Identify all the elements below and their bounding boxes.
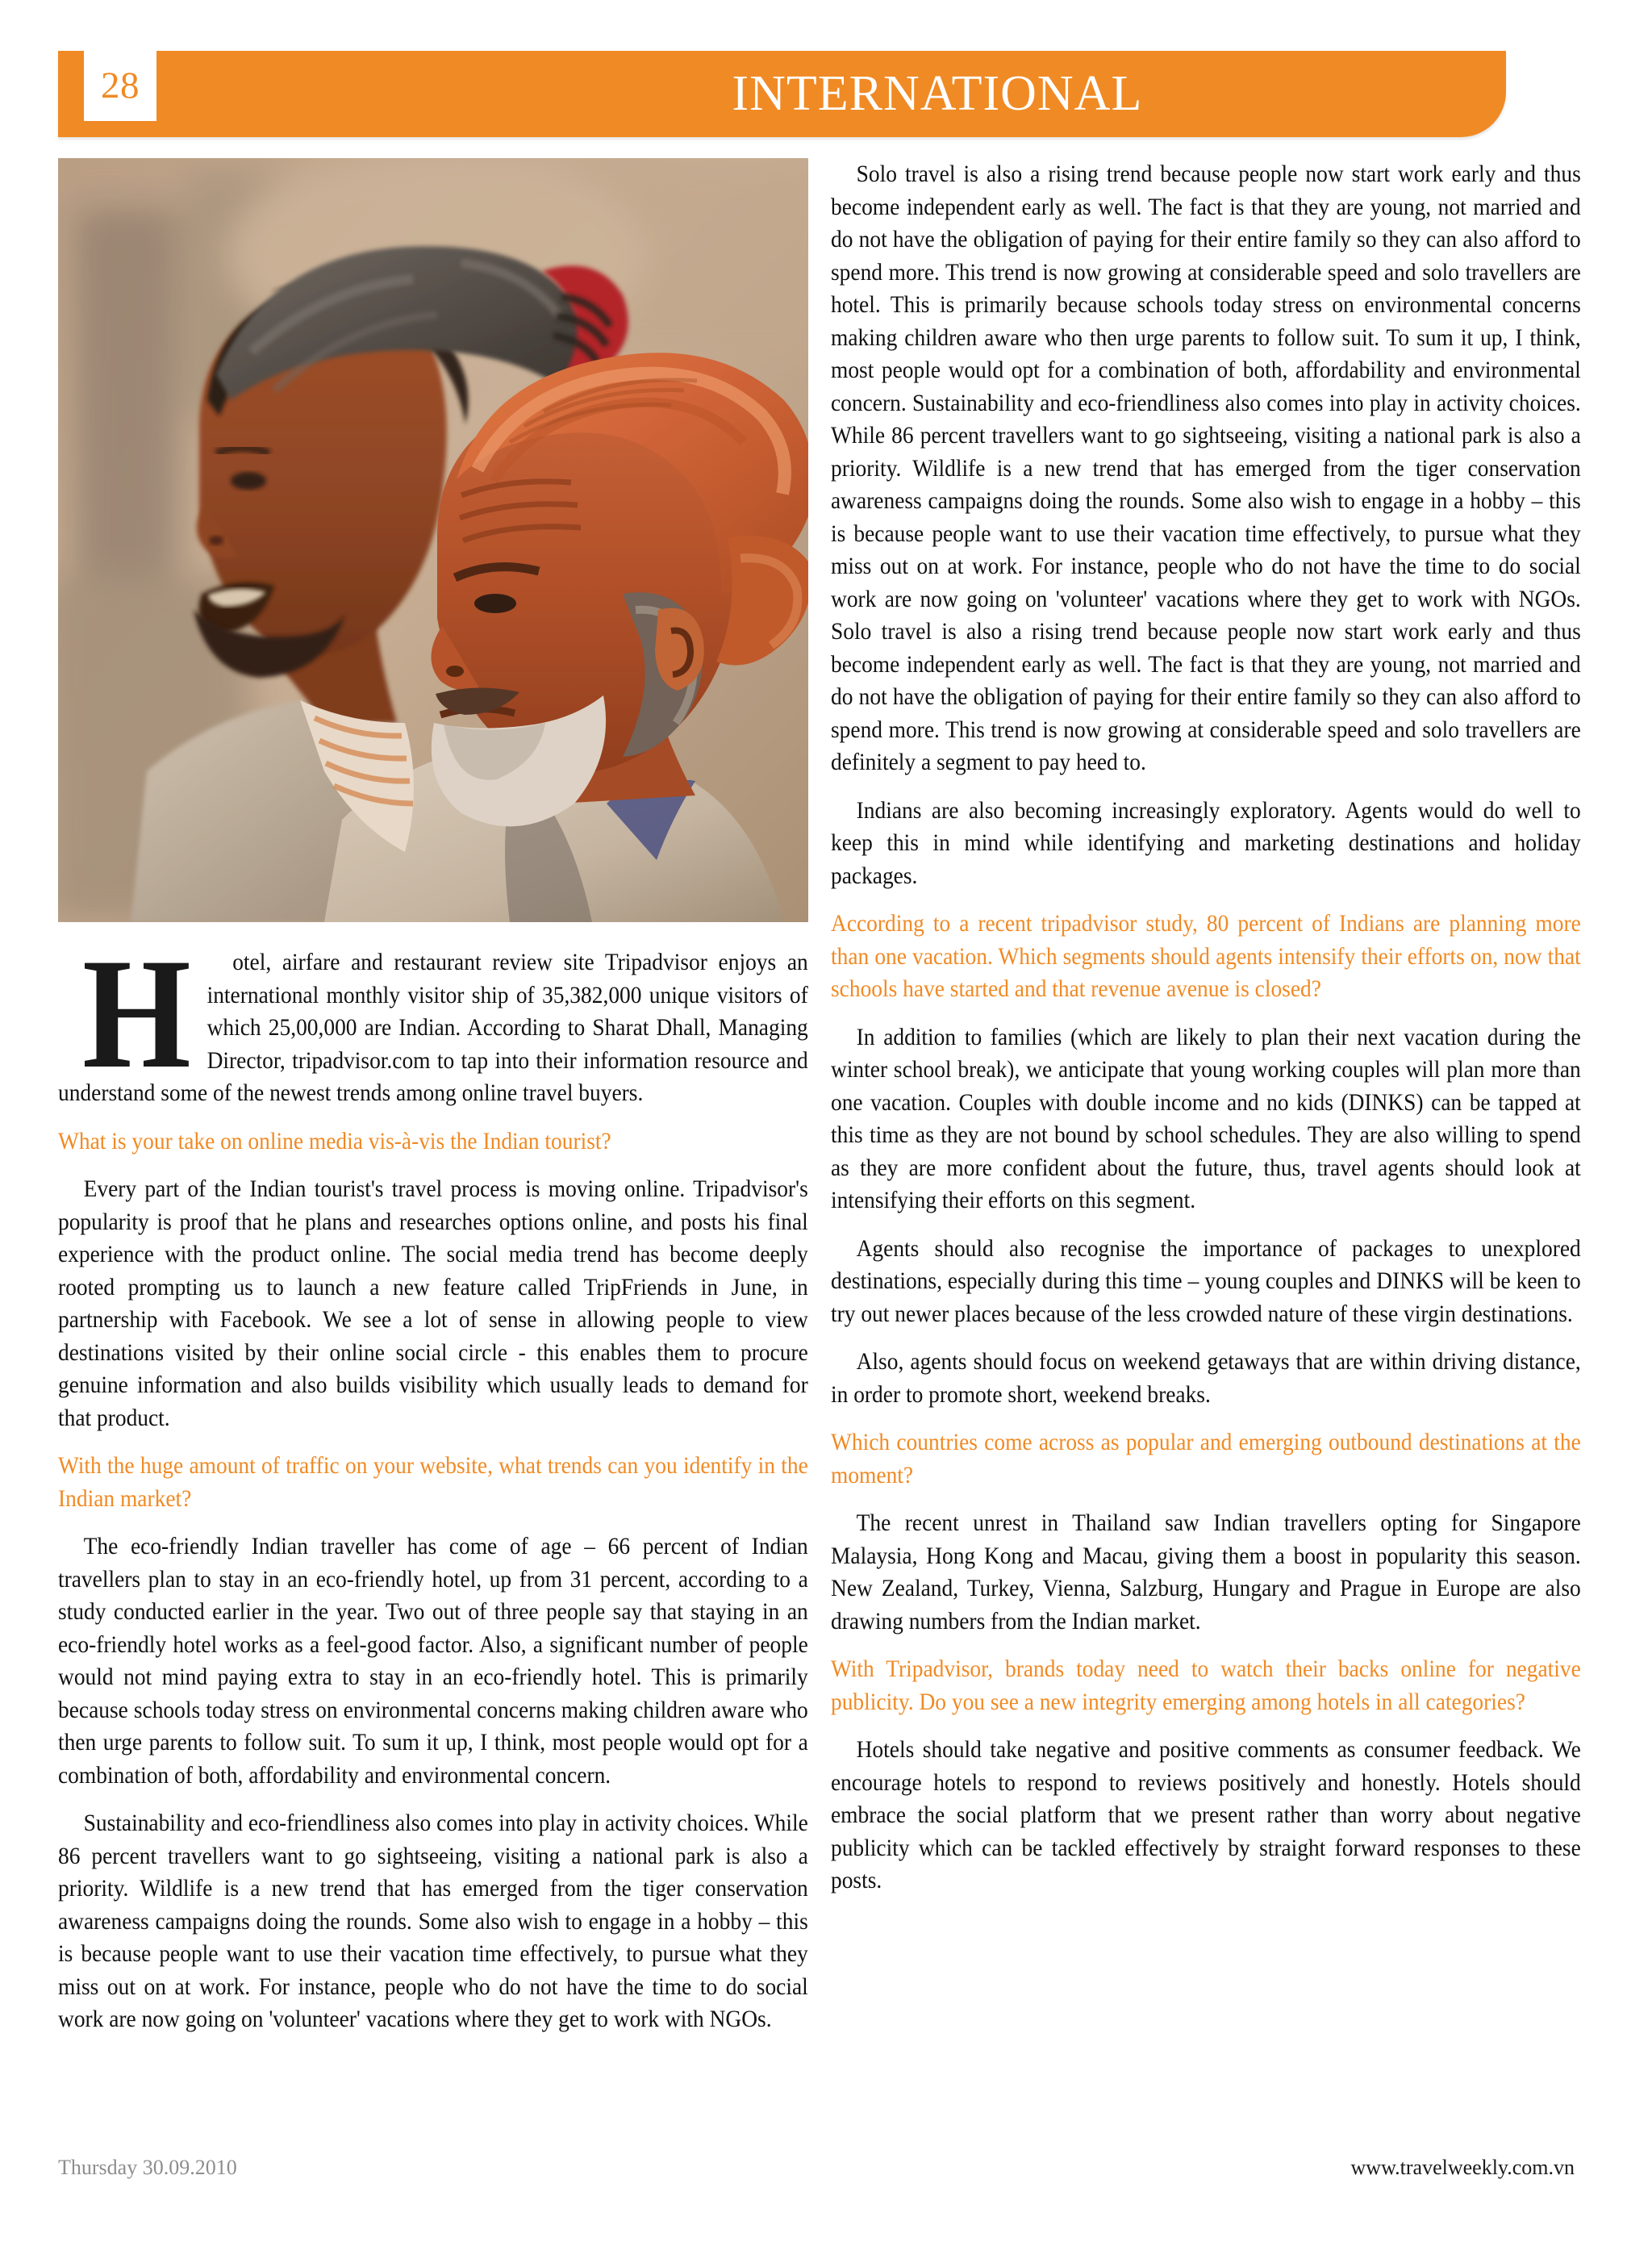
answer-paragraph: Agents should also recognise the importance of packages to unexplored destinations, especially during this time – young couples and DINKS will be keen to try out newer places because of the less crowded nature of these virgin destinations.: [831, 1235, 1581, 1327]
section-title-primary: INTERNATIONAL: [732, 66, 1143, 121]
left-column: [58, 158, 808, 2052]
footer-website-url[interactable]: www.travelweekly.com.vn: [1350, 2156, 1575, 2179]
page-footer: [58, 2156, 1575, 2180]
answer-paragraph: Every part of the Indian tourist's travel process is moving online. Tripadvisor's popularity is proof that he plans and researches options online, and posts his final experience with the product online. The social media trend has become deeply rooted prompting us to launch a new feature called TripFriends in June, in partnership with Facebook. We see a lot of sense in allowing people to view destinations visited by their online social circle - this enables them to procure genuine information and also builds visibility which usually leads to demand for that product.: [58, 1176, 808, 1431]
answer-paragraph: Sustainability and eco-friendliness also comes into play in activity choices. While 86 percent travellers want to go sightseeing, visiting a national park is also a priority. Wildlife is a new trend that has emerged from the tiger conservation awareness campaigns doing the rounds. Some also wish to engage in a hobby – this is because people want to use their vacation time effectively, to pursue what they miss out on at work. For instance, people who do not have the time to do social work are now going on 'volunteer' vacations where they get to work with NGOs.: [58, 1810, 808, 2032]
page-masthead: [58, 51, 1516, 137]
footer-date: Thursday 30.09.2010: [58, 2156, 237, 2179]
masthead-orange-bar: [58, 51, 1506, 137]
question-heading: With the huge amount of traffic on your website, what trends can you identify in the Indian market?: [58, 1453, 808, 1512]
right-column: [831, 158, 1581, 1913]
answer-paragraph: In addition to families (which are likely to plan their next vacation during the winter school break), we anticipate that young working couples will plan more than one vacation. Couples with double income and no kids (DINKS) can be tapped at this time as they are not bound by school schedules. They are also willing to spend as they are more confident about the future, thus, travel agents should look at intensifying their efforts on this segment.: [831, 1024, 1581, 1213]
question-heading: According to a recent tripadvisor study, 80 percent of Indians are planning more than one vacation. Which segments should agents intensify their efforts on, now that schools have started and that revenue avenue is closed?: [831, 911, 1581, 1002]
page-number: 28: [101, 65, 140, 106]
article-photo: [58, 158, 808, 922]
question-heading: What is your take on online media vis-à-vis the Indian tourist?: [58, 1128, 611, 1154]
drop-cap: H: [82, 926, 191, 1101]
intro-text: otel, airfare and restaurant review site Tripadvisor enjoys an international monthly visitor ship of 35,382,000 unique visitors of which 25,00,000 are Indian. According to Sharat Dhall, Managing Director, tripadvisor.com to tap into their information resource and understand some of the newest trends among online travel buyers.: [58, 950, 808, 1106]
section-title-secondary: NEWS: [1153, 66, 1299, 121]
answer-paragraph: The recent unrest in Thailand saw Indian travellers opting for Singapore Malaysia, Hong Kong and Macau, giving them a boost in popularity this season. New Zealand, Turkey, Vienna, Salzburg, Hungary and Prague in Europe are also drawing numbers from the Indian market.: [831, 1510, 1581, 1635]
photo-illustration: [58, 158, 808, 922]
answer-paragraph: The eco-friendly Indian traveller has come of age – 66 percent of Indian travellers plan to stay in an eco-friendly hotel, up from 31 percent, according to a study conducted earlier in the year. Two out of three people say that staying in an eco-friendly hotel works as a feel-good factor. Also, a significant number of people would not mind paying extra to stay in an eco-friendly hotel. This is primarily because schools today stress on environmental concerns making children aware who then urge parents to follow suit. To sum it up, I think, most people would opt for a combination of both, affordability and environmental concern.: [58, 1534, 808, 1789]
answer-paragraph: Solo travel is also a rising trend because people now start work early and thus become independent early as well. The fact is that they are young, not married and do not have the obligation of paying for their entire family so they can also afford to spend more. This trend is now growing at considerable speed and solo travellers are hotel. This is primarily because schools today stress on environmental concerns making children aware who then urge parents to follow suit. To sum it up, I think, most people would opt for a combination of both, affordability and environmental concern. Sustainability and eco-friendliness also comes into play in activity choices. While 86 percent travellers want to go sightseeing, visiting a national park is also a priority. Wildlife is a new trend that has emerged from the tiger conservation awareness campaigns doing the rounds. Some also wish to engage in a hobby – this is because people want to use their vacation time effectively, to pursue what they miss out on at work. For instance, people who do not have the time to do social work are now going on 'volunteer' vacations where they get to work with NGOs. Solo travel is also a rising trend because people now start work early and thus become independent early as well. The fact is that they are young, not married and do not have the obligation of paying for their entire family so they can also afford to spend more. This trend is now growing at considerable speed and solo travellers are definitely a segment to pay heed to.: [831, 161, 1581, 775]
page-number-box: [84, 51, 156, 121]
intro-paragraph: [58, 926, 808, 1110]
answer-paragraph: Indians are also becoming increasingly exploratory. Agents would do well to keep this in mind while identifying and marketing destinations and holiday packages.: [831, 797, 1581, 889]
question-heading: With Tripadvisor, brands today need to watch their backs online for negative publicity. Do you see a new integrity emerging among hotels in all categories?: [831, 1656, 1581, 1715]
answer-paragraph: Hotels should take negative and positive comments as consumer feedback. We encourage hotels to respond to reviews positively and honestly. Hotels should embrace the social platform that we present rather than worry about negative publicity which can be tackled effectively by straight forward responses to these posts.: [831, 1737, 1581, 1893]
answer-paragraph: Also, agents should focus on weekend getaways that are within driving distance, in order to promote short, weekend breaks.: [831, 1349, 1581, 1408]
question-heading: Which countries come across as popular and emerging outbound destinations at the moment?: [831, 1430, 1581, 1488]
